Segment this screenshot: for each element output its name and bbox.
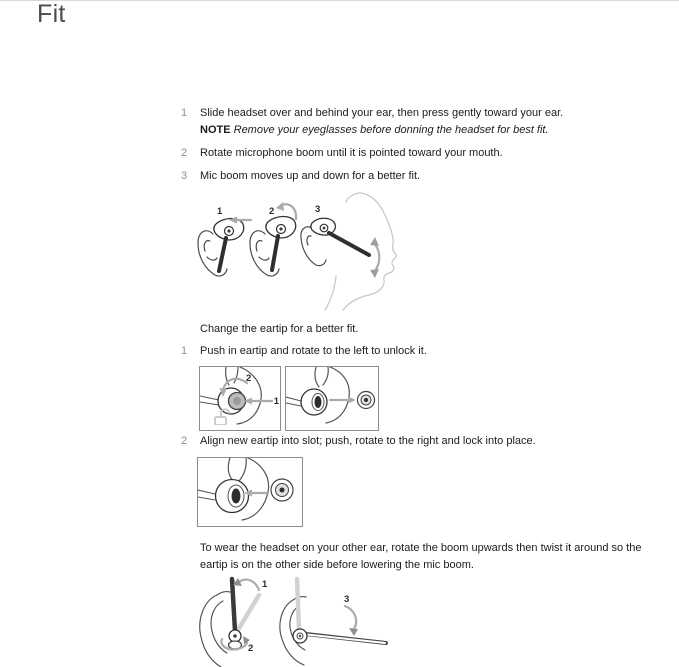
figure-label-2: 2: [248, 643, 254, 654]
figure-label-3: 3: [344, 594, 350, 605]
figure-label-3: 3: [315, 204, 321, 215]
figure-eartip-unlock: [199, 366, 379, 431]
fit-step-3: [181, 168, 650, 185]
push-arrow-icon: [244, 398, 272, 405]
step-text: Mic boom moves up and down for a better fit.: [200, 170, 421, 182]
step-number: 2: [181, 147, 188, 159]
step-text: Rotate microphone boom until it is pointed toward your mouth.: [200, 147, 503, 159]
eartip-step-2: [181, 433, 650, 450]
page-title: Fit: [37, 0, 66, 28]
remove-arrow-icon: [330, 397, 356, 404]
note-text: Remove your eyeglasses before donning the headset for best fit.: [233, 124, 549, 136]
figure-label-1: 1: [217, 206, 223, 217]
fit-step-1: [181, 105, 650, 139]
eartip-intro: Change the eartip for a better fit.: [200, 323, 359, 335]
figure-label-push: 1: [273, 396, 279, 407]
panel-remove: [285, 366, 379, 431]
top-divider: [0, 0, 679, 1]
step-number: 1: [181, 345, 188, 357]
panel-unlock: [199, 366, 281, 431]
step-text: [200, 105, 650, 139]
figure-other-ear: [193, 575, 393, 667]
fit-step-1-text: Slide headset over and behind your ear, then press gently toward your ear.: [200, 107, 564, 119]
step-number: 3: [181, 170, 188, 182]
headset-boom-up: [200, 578, 268, 667]
boom-down-arrow-icon: [345, 606, 358, 636]
step-number: 1: [181, 107, 188, 119]
ear-illustration-on-face: [301, 218, 379, 278]
note-label: NOTE: [200, 124, 231, 136]
step-text: Align new eartip into slot; push, rotate to the right and lock into place.: [200, 435, 536, 447]
headset-boom-down: [280, 579, 386, 665]
figure-fit-steps: [193, 192, 423, 317]
boom-up-arrow-icon: [233, 578, 259, 590]
other-ear-paragraph: To wear the headset on your other ear, rotate the boom upwards then twist it around so the eartip is on the other side before lowering the mic boom.: [200, 542, 642, 571]
eartip-step-1: [181, 343, 650, 360]
step-number: 2: [181, 435, 188, 447]
figure-label-rotate: 2: [246, 373, 252, 384]
swing-arrow-icon: [370, 237, 379, 278]
step-text: Push in eartip and rotate to the left to unlock it.: [200, 345, 427, 357]
figure-label-1: 1: [262, 579, 268, 590]
fit-step-2: [181, 145, 650, 162]
ear-illustration-slide: [198, 216, 251, 276]
figure-eartip-align: [197, 457, 303, 527]
figure-label-2: 2: [269, 206, 275, 217]
